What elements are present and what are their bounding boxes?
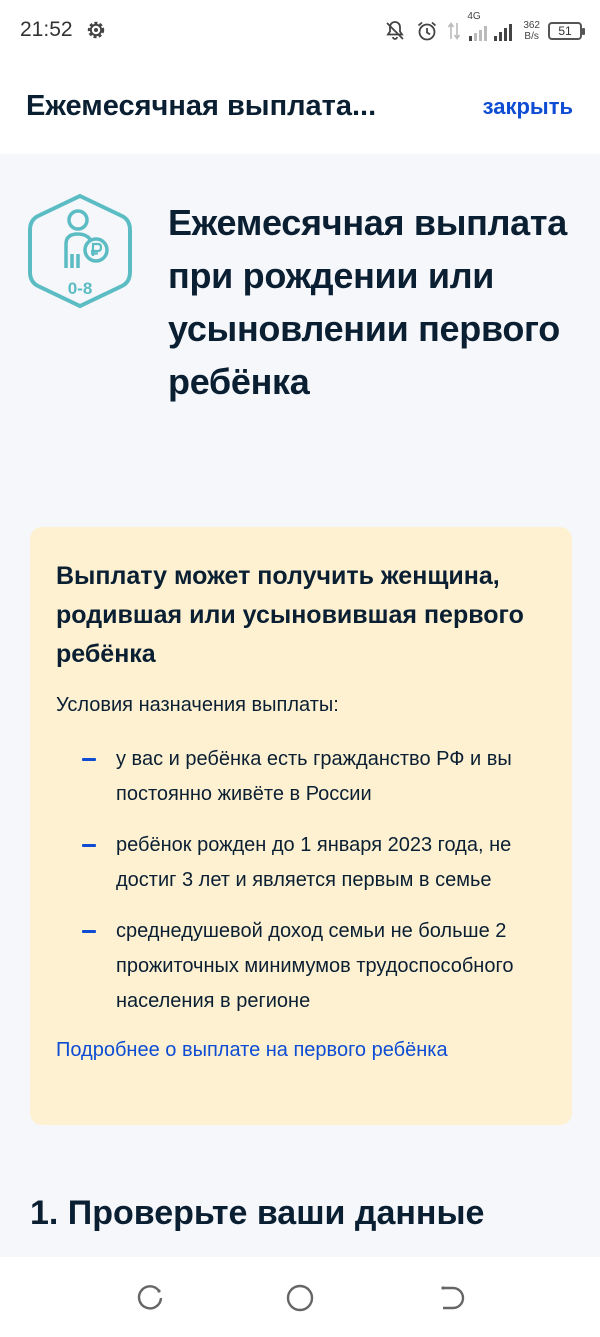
more-info-link[interactable]: Подробнее о выплате на первого ребёнка: [56, 1039, 448, 1061]
close-button[interactable]: закрыть: [482, 94, 573, 119]
system-nav-bar: [0, 1257, 600, 1337]
recent-apps-icon[interactable]: [135, 1283, 165, 1313]
child-payment-icon: [26, 192, 134, 310]
home-icon[interactable]: [285, 1283, 315, 1313]
network-type: [467, 11, 515, 41]
app-header: [0, 62, 600, 154]
list-item: [56, 914, 546, 1019]
network-speed-unit: B/s: [524, 31, 539, 42]
status-bar: [0, 0, 600, 62]
conditions-list: [56, 742, 546, 1019]
battery-level: 51: [558, 24, 572, 38]
signal-icon: [469, 21, 515, 41]
card-subtitle: Условия назначения выплаты:: [56, 694, 339, 716]
condition-text: у вас и ребёнка есть гражданство РФ и вы постоянно живёте в России: [116, 748, 512, 805]
condition-text: среднедушевой доход семьи не больше 2 прожиточных минимумов трудоспособного населения в регионе: [116, 920, 514, 1012]
icon-age-label: 0-8: [67, 279, 93, 298]
status-time: 21:52: [20, 18, 73, 41]
header-title: Ежемесячная выплата...: [26, 90, 377, 122]
list-item: [56, 828, 546, 898]
service-title: Ежемесячная выплата при рождении или усыновлении первого ребёнка: [168, 202, 567, 402]
mute-notifications-icon: [383, 19, 407, 43]
dash-bullet-icon: [82, 930, 96, 933]
content-area[interactable]: [0, 154, 600, 1257]
info-card: [30, 527, 572, 1125]
back-icon[interactable]: [435, 1283, 465, 1313]
dash-bullet-icon: [82, 844, 96, 847]
alarm-icon: [415, 19, 439, 43]
condition-text: ребёнок рожден до 1 января 2023 года, не достиг 3 лет и является первым в семье: [116, 834, 512, 891]
network-speed: [523, 20, 540, 42]
gear-icon: [84, 18, 108, 42]
network-type-label: 4G: [467, 11, 481, 22]
card-heading: Выплату может получить женщина, родившая или усыновившая первого ребёнка: [56, 562, 524, 668]
battery-icon: [548, 22, 582, 40]
data-arrows-icon: [447, 19, 461, 43]
network-speed-value: 362: [523, 20, 540, 31]
status-icons: [383, 11, 582, 46]
list-item: [56, 742, 546, 812]
section-title: 1. Проверьте ваши данные: [30, 1194, 485, 1232]
dash-bullet-icon: [82, 758, 96, 761]
